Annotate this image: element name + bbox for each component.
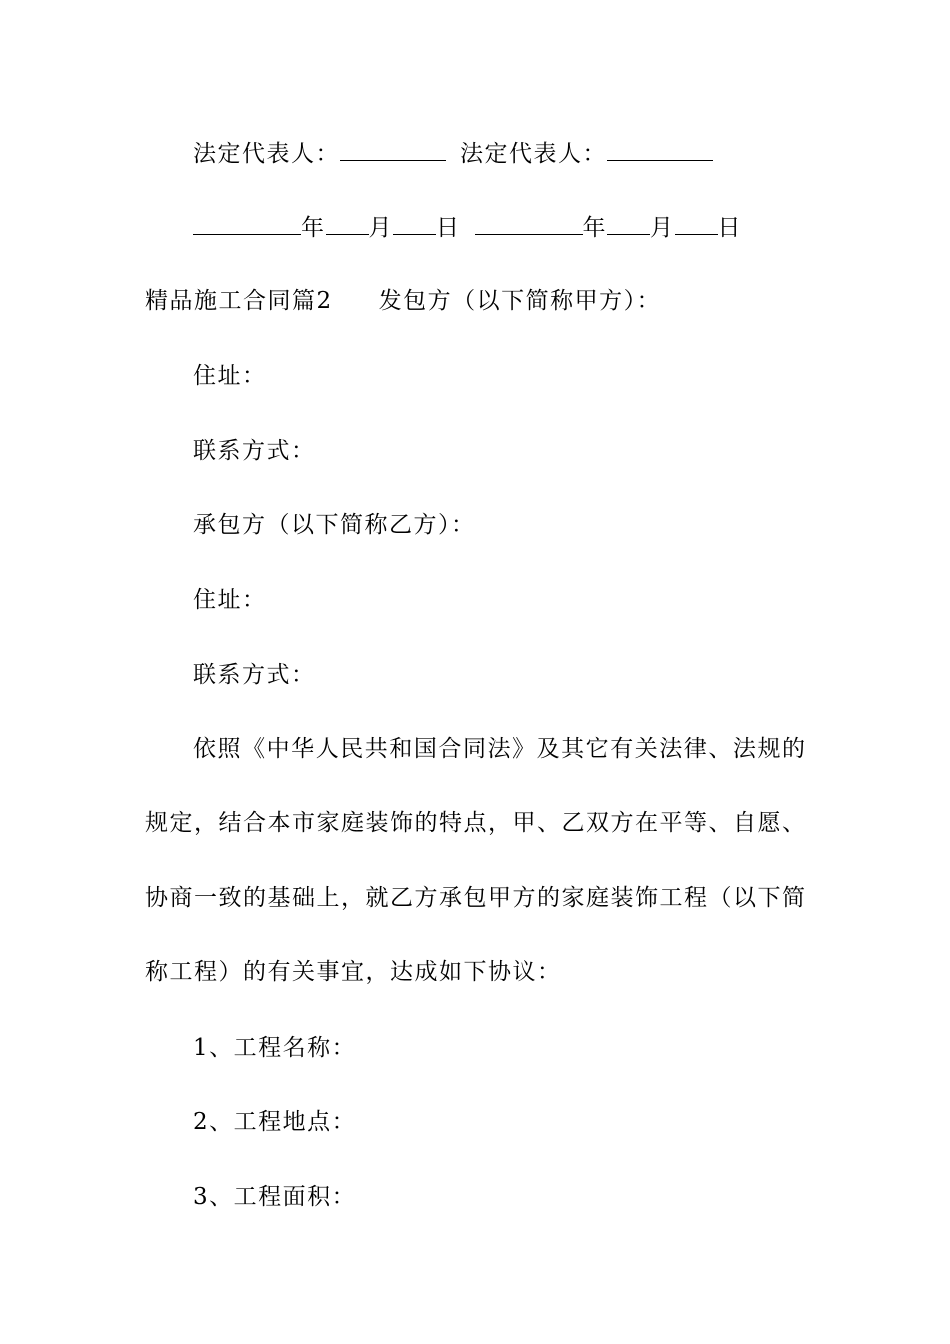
preamble-line-4: 称工程）的有关事宜，达成如下协议： (145, 959, 562, 985)
day-blank-party-b (675, 212, 718, 235)
item-project-location: 2、工程地点： (193, 1109, 357, 1135)
party-b-contact: 联系方式： (193, 662, 316, 688)
year-label: 年 (582, 215, 607, 241)
signature-date-row (193, 212, 742, 243)
section-heading-row (145, 286, 661, 316)
rep-label-party-b: 法定代表人： (460, 141, 607, 167)
rep-blank-party-a (340, 138, 446, 161)
party-a-label: 发包方（以下简称甲方）： (378, 288, 662, 314)
month-blank-party-b (607, 212, 650, 235)
preamble-line-2: 规定，结合本市家庭装饰的特点，甲、乙双方在平等、自愿、 (145, 810, 805, 836)
rep-label-party-a: 法定代表人： (193, 141, 340, 167)
year-label: 年 (301, 215, 326, 241)
month-blank-party-a (326, 212, 369, 235)
item-project-area: 3、工程面积： (193, 1184, 357, 1210)
preamble-line-3: 协商一致的基础上，就乙方承包甲方的家庭装饰工程（以下简 (145, 885, 805, 911)
party-a-address: 住址： (193, 363, 267, 389)
party-b-address: 住址： (193, 587, 267, 613)
party-a-contact: 联系方式： (193, 438, 316, 464)
day-label: 日 (717, 215, 742, 241)
year-blank-party-a (193, 212, 301, 235)
day-label: 日 (436, 215, 461, 241)
section-title: 精品施工合同篇2 (145, 288, 333, 314)
day-blank-party-a (393, 212, 436, 235)
party-b-label: 承包方（以下简称乙方）： (193, 512, 476, 538)
year-blank-party-b (475, 212, 583, 235)
item-project-name: 1、工程名称： (193, 1035, 357, 1061)
preamble-line-1: 依照《中华人民共和国合同法》及其它有关法律、法规的 (193, 736, 805, 762)
month-label: 月 (368, 215, 393, 241)
signature-representative-row (193, 138, 713, 169)
month-label: 月 (650, 215, 675, 241)
rep-blank-party-b (607, 138, 713, 161)
